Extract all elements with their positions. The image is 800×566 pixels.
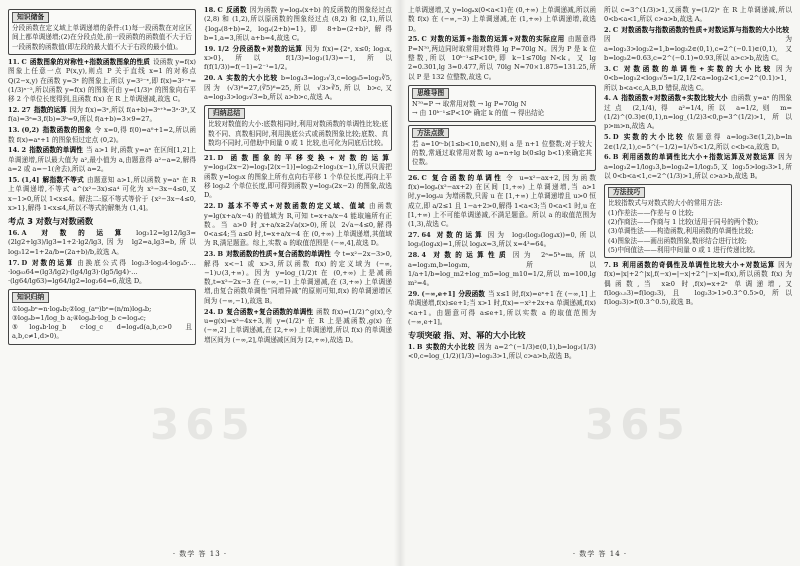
tip-box-line: (2)作商法——作商与 1 比较(适用于同号的两个数); [608,218,759,226]
answer-item [8,106,196,125]
tip-box [604,184,792,258]
tip-box-line: (5)中间值法——利用中间量 0 或 1 进行传递比较。 [608,245,760,254]
item-number: 18. [204,6,216,14]
item-number: 16. [8,229,20,238]
item-topic-tag: 分段函数 [458,289,485,298]
item-topic-tag: 对数函数的性质+复合函数的单调性 [226,250,331,259]
tip-box-title: 归纳总结 [208,108,245,119]
item-number: 15. [8,175,20,184]
item-solution-text: b=log₄3=log₂√3,c=log₈5=log₂∛5,因为 (√3)⁶=27,(∛5)⁶=25,所以 √3>∛5,所以 b>c,又 a=log₂3>log₂√3=b,所以 a>b>c,故选 A。 [204,74,392,101]
text-column-1 [408,6,596,542]
item-solution-text: 因为 f(x)={2ˣ, x≤0; log₃x, x>0},所以 f(1/3)=log₃(1/3)=−1,所以 f(f(1/3))=f(−1)=2⁻¹=1/2。 [204,44,392,72]
item-number: 29. [408,289,420,298]
solution-continuation: 所以 c=3^(1/3)>1,又函数 y=(1/2)ˣ 在 R 上单调递减,所以 0<b<a<1,所以 c>a>b,故选 A。 [604,6,792,24]
item-solution-text: 因为 log₂(log₃(log₄x))=0,所以 log₃(log₄x)=1,所以 log₄x=3,所以 x=4³=64。 [408,231,596,249]
item-number: 3. [604,64,611,73]
item-topic-tag: 实数的大小比较 [425,343,475,352]
right-page [400,0,800,566]
tip-box [8,289,196,344]
answer-item [604,261,792,307]
item-topic-tag: 对数的运算 [29,229,134,238]
tip-box-line: ①logₐbⁿ=n·logₐb;②log_(aᵐ)bⁿ=(n/m)logₐb; [12,304,152,313]
item-answer: D [21,258,28,267]
item-solution-text: 当 a>1 时,函数 y=aˣ 在区间[1,2]上单调递增,所以最大值为 a²,最小值为 a,由题意得 a²−a=2,解得 a=2 或 a=−1(舍去),所以 a=2。 [8,146,196,174]
item-topic-tag: 对数的运算+指数的运算+对数的实际应用 [429,35,565,44]
item-number: 23. [204,250,216,259]
item-number: 24. [204,307,216,316]
item-answer: (−∞,e+1] [421,289,456,298]
item-answer: (0,2) [21,126,40,135]
answer-item [8,176,196,213]
answer-item [204,6,392,43]
page-footer: · 数学 答 13 · [172,550,228,558]
answer-item [604,153,792,181]
item-solution-text: 令 t=x²−2x−3>0,解得 x<−1 或 x>3,所以函数 f(x) 的定义域为 (−∞,−1)∪(3,+∞)。因为 y=log_(1/2)t 在 (0,+∞) 上是减函数,t=x²−2x−3 在 (−∞,−1) 上单调递减,在 (3,+∞) 上单调递增,由复合函数单调性“同增异减”的原则可知,f(x) 的单调递增区间为 (−∞,−1),故选 B。 [204,250,392,305]
item-topic-tag: 指数函数+对数函数+实数比较大小 [621,94,728,103]
item-topic-tag: 基本不等式+对数函数的定义域、值域 [226,202,367,211]
item-topic-tag: 指数函数的单调性 [29,146,83,155]
item-solution-text: 因为 f(x)=3ˣ,所以 f(a+b)=3ᵃ⁺ᵇ=3ᵃ·3ᵇ,又 f(a)=3ᵃ=3,f(b)=3ᵇ=9,所以 f(a+b)=3×9=27。 [8,106,196,124]
item-answer: B [217,250,224,259]
item-answer: D [217,307,224,316]
item-solution-text: 由函数 y=lg(x+a/x−4) 的值域为 R,可知 t=x+a/x−4 能取遍所有正数。当 a>0 时,x+a/x≥2√a(x>0),所以 2√a−4≤0,解得 0<a≤4;当 a≤0 时,t=x+a/x−4 在 (0,+∞) 上单调递增,其值域为 R,满足题意。综上,实数 a 的取值范围是 (−∞,4],故选 D。 [204,202,392,248]
item-solution-text: 令 x=0,得 f(0)=a⁰+1=2,所以函数 f(x)=aˣ+1 的图象恒过定点 (0,2)。 [8,126,196,144]
item-number: 19. [204,44,216,53]
answer-item [204,250,392,306]
item-topic-tag: 复合函数+复合函数的单调性 [226,307,314,316]
tip-box-line: 分段函数在定义域上单调递增的条件:(1)每一段函数在对应区间上都单调递增;(2)在分段点处,前一段函数的函数值不大于后一段函数的函数值(即左段的最大值不大于右段的最小值)。 [12,24,192,51]
tip-box-line: ⑤logₐb·log_b c·log_c d=logₐd(a,b,c>0 且 a,b,c≠1,d>0)。 [12,323,192,341]
item-topic-tag: 利用函数的奇偶性及单调性比较大小+对数运算 [621,261,776,270]
answer-item [408,231,596,250]
item-topic-tag: 对数的运算 [433,231,485,240]
item-answer: C [421,173,427,182]
item-number: 27. [408,231,420,240]
item-topic-tag: 反函数 [225,6,247,14]
answer-item [8,58,196,104]
item-solution-text: 由函数 y=aˣ 的图象过点 (2,1/4),得 a²=1/4,所以 a=1/2,则 m=(1/2)^(0.3)∈(0,1),n=log_(1/2)3<0,p=3^(1/2)>1,所以 p>m>n,故选 A。 [604,94,792,131]
page-footer: · 数学 答 14 · [572,550,628,558]
item-topic-tag: 实数的大小比较 [621,133,685,142]
tip-box-line: (3)单调性法——构造函数,利用函数的单调性比较; [608,227,754,236]
tip-box-line: (1)作差法——作差与 0 比较; [608,208,694,217]
item-topic-tag: 对数函数与指数函数的性质+对数运算与指数的大小比较 [621,26,789,35]
item-number: 7. [604,261,611,270]
answer-item [8,126,196,145]
tip-box-line: ③logₐb=1/log_b a;④logₐb·log_b c=logₐc; [12,313,146,322]
item-solution-text: 由题意知 a>1,所以函数 y=aˣ 在 R 上单调递增,不等式 a^(x²−3x)≤a⁴ 可化为 x²−3x−4≤0,又 x−1>0,所以 1<x≤4。解法二:原不等式等价于 {x²−3x−4≤0, x>1},解得 1<x≤4,所以不等式的解集为 (1,4]。 [8,175,196,212]
item-number: 20. [204,74,216,83]
item-answer: C [217,6,223,14]
tip-box-title: 思维导图 [412,88,449,99]
item-solution-text: 设函数 y=f(x) 图象上任意一点 P(x,y),则点 P 关于直线 x=1 的对称点 Q(2−x,y) 在函数 y=3ˣ 的图象上,所以 y=3²⁻ˣ,即 f(x)=3²⁻ˣ=(1/3)ˣ⁻²,所以函数 y=f(x) 的图象可由 y=(1/3)ˣ 的图象向右平移 2 个单位长度得到,且函数 f(x) 在 R 上单调递减,故选 C。 [8,57,196,104]
item-answer: B [612,261,619,270]
tip-box-line: 若 a=10ⁿ·b(1≤b<10,n∈N),则 a 是 n+1 位整数;对于较大的数,常通过取常用对数 lg a=n+lg b(0≤lg b<1)来确定其位数。 [412,139,592,167]
item-answer: C [21,57,27,66]
watermark-logo: 365 [585,400,691,449]
item-solution-text: 由题意得 P=N⁷⁰,两边同时取常用对数得 lg P=70lg N。因为 P 是 k 位整数,所以 10ᵏ⁻¹≤P<10ᵏ,即 k−1≤70lg N<k。又 lg 2≈0.301,lg 3≈0.477,所以 70lg N≈70×1.875=131.25,所以 P 是 132 位整数,故选 C。 [408,35,596,81]
item-solution-text: 当 x≤1 时,f(x)=eˣ+1 在 (−∞,1] 上单调递增,f(x)≤e+1;当 x>1 时,f(x)=−x²+2x+a 单调递减,f(x)<a+1。由题意可得 a≤e+1,所以实数 a 的取值范围为 (−∞,e+1]。 [408,289,596,326]
answer-item [604,94,792,131]
item-solution-text: 因为函数 y=logₐ(x+b) 的反函数的图象经过点 (2,8) 和 (1,2),所以原函数的图象经过点 (8,2) 和 (2,1),所以 {logₐ(8+b)=2, logₐ(2+b)=1},即 8+b=(2+b)²,解得 b=1,a=3,所以 a+b=4,故选 C。 [204,6,392,42]
item-topic-tag: 指数的运算 [33,106,67,115]
item-number: 25. [408,35,420,44]
page-gutter [394,0,406,566]
item-number: 5. [604,133,611,142]
item-solution-text: 因为 a=log₂3>log₂2=1,b=log₃2∈(0,1),c=2^(−0.1)∈(0,1),又 b=log₃2≈0.63,c=2^(−0.1)≈0.93,所以 a>c>b,故选 C。 [604,35,792,63]
item-solution-text: 因为 f(x)=|x|+2^|x|,f(−x)=|−x|+2^|−x|=f(x),所以函数 f(x) 为偶函数,当 x≥0 时,f(x)=x+2ˣ 单调递增,又 f(log₀.₅3)=f(log₂3),且 log₂3>1>0.3^0.5>0,所以 f(log₂3)>f(0.3^0.5),故选 B。 [604,261,792,307]
item-number: 4. [604,94,611,103]
item-solution-text: 由换底公式得 log₂3·log₃4·log₄5·…·log₆₃64=(lg3/lg2)·(lg4/lg3)·(lg5/lg4)·…·(lg64/lg63)=lg64/lg2=log₂64=6,故选 D。 [8,258,196,286]
tip-box-title: 知识储备 [12,12,49,23]
item-number: 14. [8,146,20,155]
section-heading: 专项突破 指、对、幂的大小比较 [408,330,526,341]
text-column-2 [204,6,392,542]
item-topic-tag: 对数的运算性质 [429,251,510,260]
answer-item [204,308,392,345]
item-answer: B [416,343,423,352]
answer-item [408,290,596,327]
item-number: 1. [408,343,415,352]
solution-continuation: 上单调递增,又 y=logₐx(0<a<1)在 (0,+∞) 上单调递减,所以函数 f(x) 在 (−∞,−3) 上单调递减,在 (1,+∞) 上单调递增,故选 D。 [408,6,596,33]
answer-item [204,45,392,73]
tip-box-line: N⁷⁰=P → 取常用对数 → lg P=70lg N [412,100,527,109]
item-number: 28. [408,251,420,260]
item-number: 2. [604,26,611,35]
item-answer: 64 [421,231,431,240]
tip-box-line: → 由 10ᵏ⁻¹≤P<10ᵏ 确定 k 的值 → 得出结论 [412,109,545,118]
text-column-1 [8,6,196,542]
item-answer: D [217,202,224,211]
answer-item [408,35,596,81]
item-solution-text: y=log₃(2x−2)=log₃[2(x−1)]=log₃2+log₃(x−1),所以只需把函数 y=log₃x 的图象上所有点向右平移 1 个单位长度,再向上平移 log₃2 个单位长度,即可得到函数 y=log₃(2x−2) 的图象,故选 D。 [204,163,392,200]
item-number: 22. [204,202,216,211]
item-answer: A [612,94,619,103]
item-number: 17. [8,258,20,267]
watermark-logo: 365 [150,400,256,449]
text-column-2 [604,6,792,542]
item-number: 11. [8,57,20,66]
item-topic-tag: 对数函数的单调性+实数的大小比较 [621,64,774,73]
item-topic-tag: 解指数不等式 [42,175,85,184]
item-answer: (1,4] [21,175,40,184]
item-topic-tag: 指数函数的图象 [42,126,92,135]
item-answer: 4 [421,251,427,260]
tip-box [408,125,596,171]
answer-item [408,343,596,362]
item-answer: A [21,229,27,238]
tip-box [408,85,596,122]
item-answer: D [612,133,619,142]
tip-box-title: 方法点拨 [412,128,449,139]
item-answer: 2 [21,146,27,155]
item-answer: A [217,74,223,83]
answer-item [604,133,792,152]
item-topic-tag: 复合函数的单调性 [429,173,504,182]
item-solution-text: 函数 f(x)=(1/2)^g(x),令 u=g(x)=x²−4x+3,则 y=(1/2)ᵘ 在 R 上是减函数,g(x) 在 (−∞,2] 上单调递减,在 [2,+∞) 上单调递增,所以 f(x) 的单调递增区间为 (−∞,2],单调递减区间为 [2,+∞),故选 D。 [204,307,392,344]
answer-item [204,154,392,200]
item-topic-tag: 对数的运算 [30,258,75,267]
item-topic-tag: 分段函数+对数的运算 [232,44,303,53]
tip-box [8,9,196,55]
tip-box-title: 方法技巧 [608,187,645,198]
answer-item [604,26,792,63]
answer-item [204,202,392,248]
answer-item [204,74,392,102]
tip-box-line: 比较指数式与对数式的大小的常用方法: [608,199,723,208]
answer-item [8,146,196,174]
item-answer: B [612,153,619,162]
answer-item [8,259,196,287]
item-number: 26. [408,173,420,182]
tip-box-title: 知识归纳 [12,292,49,303]
item-answer: C [612,26,619,35]
item-solution-text: 因为 0<b=log₅2<log₅√5=1/2,1/2<a=log₃2<1,c=2^(0.1)>1,所以 b<a<c,A,B,D 错误,故选 C。 [604,64,792,92]
item-number: 6. [604,153,611,162]
item-answer: 27 [21,106,31,115]
item-topic-tag: 函数图象的平移变换+对数的运算 [226,154,389,163]
answer-item [604,65,792,93]
item-answer: C [612,64,619,73]
tip-box-line: 比较对数值的大小:底数相同时,利用对数函数的单调性比较;底数不同、真数相同时,利用换底公式或函数图象比较;底数、真数均不同时,可借助中间量 0 或 1 比较,也可化为同底后比较。 [208,120,388,147]
item-topic-tag: 利用函数的单调性比大小+指数运算及对数运算 [621,153,776,162]
item-topic-tag: 函数图象的对称性+指数函数图象的性质 [29,57,150,66]
answer-item [408,174,596,230]
item-answer: D [217,154,224,163]
item-solution-text: 因为 a=log₃2=1/log₂3,b=log₅2=1/log₂5,又 log₂5>log₂3>1,所以 0<b<a<1,c=2^(1/3)>1,所以 c>a>b,故选 B。 [604,153,792,181]
section-heading: 考点 3 对数与对数函数 [8,216,94,227]
item-solution-text: 令 u=x²−ax+2,因为函数 f(x)=logₐ(x²−ax+2) 在区间 [1,+∞) 上单调递增,当 a>1 时,y=logₐu 为增函数,只需 u 在 [1,+∞) 上单调递增且 u>0 恒成立,即 a/2≤1 且 1−a+2>0,解得 1<a<3;当 0<a<1 时,u 在 [1,+∞) 上不可能单调递减,不满足题意。所以 a 的取值范围为 (1,3),故选 C。 [408,173,596,229]
item-solution-text: 依题意得 a=log₂3∈(1,2),b=ln 2∈(1/2,1),c=5^(−1/2)=1/√5<1/2,所以 c<b<a,故选 D。 [604,133,792,151]
tip-box-line: (4)图象法——画出函数图象,数形结合进行比较; [608,236,747,245]
item-answer: 1/2 [217,44,230,53]
tip-box [204,105,392,151]
answer-item [8,229,196,257]
item-solution-text: 因为 a=2^(−1/3)∈(0,1),b=log₂(1/3)<0,c=log_(1/2)(1/3)=log₂3>1,所以 c>a>b,故选 B。 [408,343,596,361]
item-number: 13. [8,126,20,135]
answer-item [408,251,596,288]
item-topic-tag: 实数的大小比较 [225,74,278,83]
item-number: 12. [8,106,20,115]
item-solution-text: 因为 2ᵃ=5ᵇ=m,所以 a=log₂m,b=log₅m,所以 1/a+1/b=log_m2+log_m5=log_m10=1/2,所以 m=100,lg m²=4。 [408,251,596,288]
item-number: 21. [204,154,216,163]
item-answer: C [421,35,427,44]
item-solution-text: log₃12=lg12/lg3=(2lg2+lg3)/lg3=1+2·lg2/lg3,因为 lg2=a,lg3=b,所以 log₃12=1+2a/b=(2a+b)/b,故选 A。 [8,229,196,256]
